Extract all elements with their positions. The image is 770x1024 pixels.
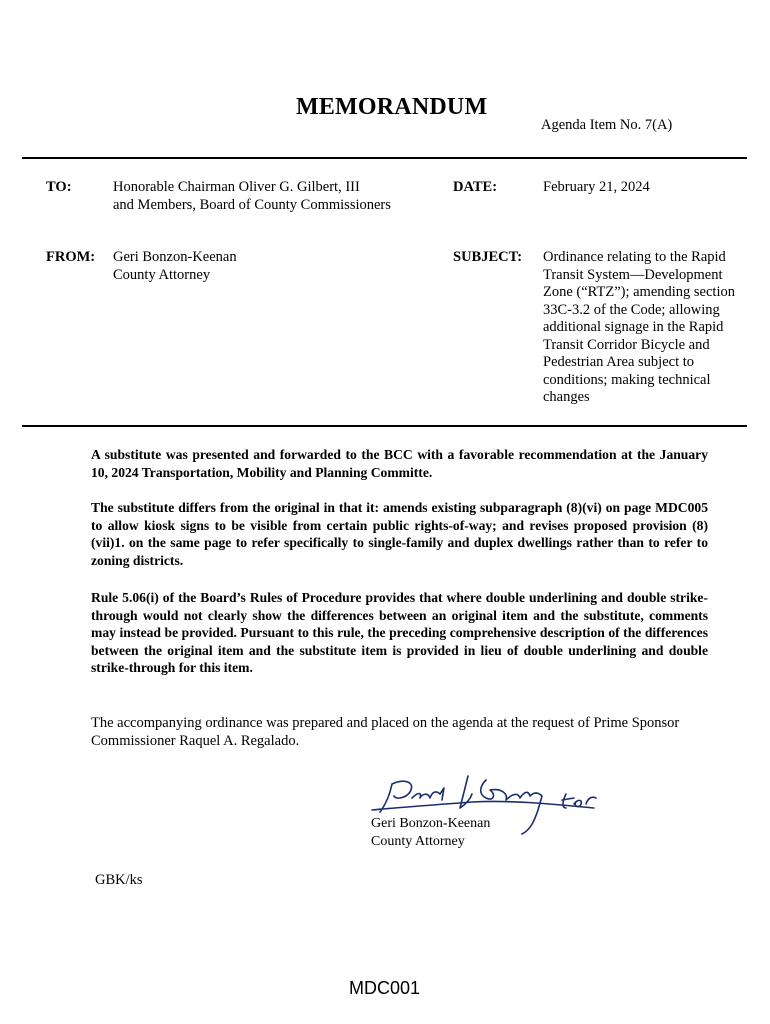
subject-line: Ordinance relating to the Rapid [543, 249, 726, 265]
from-line: County Attorney [113, 266, 211, 283]
memo-subject [543, 249, 735, 407]
to-label: TO: [46, 179, 72, 195]
subject-line: Zone (“RTZ”); amending section [543, 284, 735, 300]
typist-initials: GBK/ks [95, 872, 143, 888]
subject-label: SUBJECT: [453, 249, 523, 265]
signatory-block [371, 815, 490, 851]
from-sender [113, 249, 237, 284]
sponsor-paragraph [91, 714, 731, 750]
subject-line: 33C-3.2 of the Code; allowing [543, 301, 720, 318]
subject-line: conditions; making technical [543, 371, 711, 388]
sponsor-line: Commissioner Raquel A. Regalado. [91, 733, 300, 749]
memo-date: February 21, 2024 [543, 179, 650, 195]
page-footer-id: MDC001 [349, 978, 421, 998]
sponsor-line: The accompanying ordinance was prepared and placed on the agenda at the request of Prime Sponsor [91, 715, 680, 731]
subject-line: Transit Corridor Bicycle and [543, 336, 710, 353]
rule-paragraph: Rule 5.06(i) of the Board’s Rules of Procedure provides that where double underlining and double strike-through would not clearly show the differences between an original item and the substitute, comments may instead be provided. Pursuant to this rule, the preceding comprehensive description of the differences between the original item and the substitute item is provided in lieu of double underlining and double strike-through for this item. [91, 590, 708, 676]
differences-paragraph: The substitute differs from the original in that it: amends existing subparagraph (8)(vi) on page MDC005 to allow kiosk signs to be visible from certain public rights-of-way; and revises proposed provision (8)(vii)1. on the same page to refer specifically to single-family and duplex dwellings rather than to refer to zoning districts. [91, 500, 708, 568]
to-recipients [113, 179, 391, 214]
signatory-name: Geri Bonzon-Keenan [371, 816, 491, 831]
date-label: DATE: [453, 179, 498, 195]
subject-line: additional signage in the Rapid [543, 319, 724, 335]
memo-title: MEMORANDUM [296, 94, 488, 120]
from-label: FROM: [46, 249, 96, 265]
subject-divider [22, 425, 747, 427]
subject-line: Pedestrian Area subject to [543, 354, 694, 370]
agenda-item-number: Agenda Item No. 7(A) [541, 117, 673, 133]
from-line: Geri Bonzon-Keenan [113, 249, 237, 265]
substitute-notice-paragraph: A substitute was presented and forwarded to the BCC with a favorable recommendation at the January 10, 2024 Transportation, Mobility and Planning Committe. [91, 447, 708, 480]
signatory-title: County Attorney [371, 834, 465, 849]
subject-line: changes [543, 389, 590, 405]
to-line: Honorable Chairman Oliver G. Gilbert, III [113, 179, 360, 195]
subject-line: Transit System—Development [543, 266, 723, 283]
to-line: and Members, Board of County Commissioners [113, 196, 391, 213]
header-divider [22, 157, 747, 159]
